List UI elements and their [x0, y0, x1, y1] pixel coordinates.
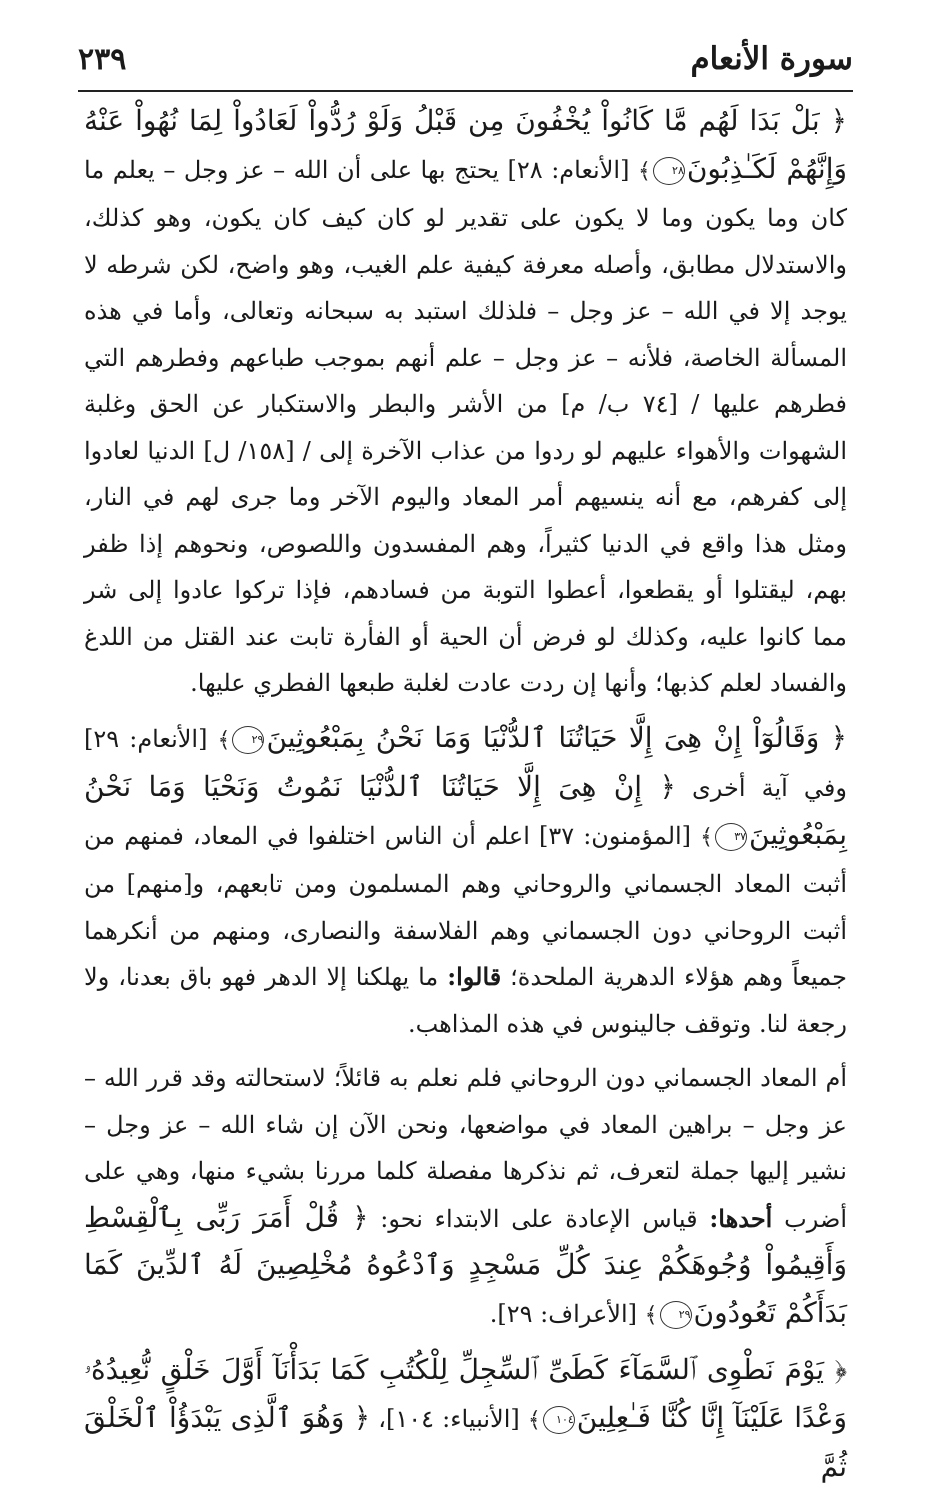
quran-verse: ﴿ بَلْ بَدَا لَهُم مَّا كَانُواْ يُخْفُونَ مِن قَبْلُ وَلَوْ رُدُّواْ لَعَادُواْ لِمَا نُهُواْ عَنْهُ وَإِنَّهُمْ لَكَـٰذِبُونَ — [84, 104, 847, 185]
ayah-number-badge: ٢٩ — [660, 1301, 692, 1329]
ayah-number-badge: ٢٨ — [653, 157, 685, 185]
verse-end-bracket: ﴾ — [217, 727, 231, 753]
paragraph — [84, 98, 847, 707]
quran-verse: ﴿ قُلْ أَمَرَ رَبِّى بِٱلْقِسْطِ وَأَقِيمُواْ وُجُوهَكُمْ عِندَ كُلِّ مَسْجِدٍ وَٱدْعُوهُ مُخْلِصِينَ لَهُ ٱلدِّينَ كَمَا بَدَأَكُمْ تَعُودُونَ — [84, 1200, 847, 1329]
verse-end-bracket: ﴾ — [637, 158, 651, 184]
bold-term: قالوا: — [447, 962, 502, 991]
paragraph — [84, 1347, 847, 1492]
surah-title: سورة الأنعام — [690, 41, 853, 77]
page-header — [78, 28, 853, 92]
bold-term: أحدها: — [709, 1203, 773, 1233]
ayah-number-badge: ١٠٤ — [543, 1406, 575, 1434]
commentary-text: أم المعاد الجسماني دون الروحاني فلم نعلم به قائلاً؛ لاستحالته وقد قرر الله – عز وجل – براهين المعاد في مواضعها، ونحن الآن إن شاء الله – عز وجل – نشير إليها جملة لتعرف، ثم نذكرها مفصلة كلما مررنا بشيء منها، وهي على أضرب — [84, 1064, 848, 1233]
commentary-text: [الأنبياء: ١٠٤]، — [370, 1404, 528, 1433]
ayah-number-badge: ٢٩ — [232, 726, 264, 754]
quran-verse: ﴿ يَوْمَ نَطْوِى ٱلسَّمَآءَ كَطَىِّ ٱلسِّجِلِّ لِلْكُتُبِ كَمَا بَدَأْنَآ أَوَّلَ خَلْقٍ نُّعِيدُهُۥ وَعْدًا عَلَيْنَآ إِنَّا كُنَّا فَـٰعِلِينَ — [84, 1353, 847, 1434]
quran-verse: ﴿ وَقَالُوٓاْ إِنْ هِىَ إِلَّا حَيَاتُنَا ٱلدُّنْيَا وَمَا نَحْنُ بِمَبْعُوثِينَ — [266, 720, 848, 754]
verse-end-bracket: ﴾ — [527, 1407, 541, 1433]
quran-verse: ﴿ إِنْ هِىَ إِلَّا حَيَاتُنَا ٱلدُّنْيَا نَمُوتُ وَنَحْيَا وَمَا نَحْنُ بِمَبْعُوثِينَ — [84, 770, 847, 851]
ayah-number-badge: ٣٧ — [715, 823, 747, 851]
commentary-text: ما يهلكنا إلا الدهر فهو باق بعدنا، ولا رجعة لنا. وتوقف جالينوس في هذه المذاهب. — [84, 963, 847, 1038]
commentary-text: قياس الإعادة على الابتداء نحو: — [368, 1204, 710, 1233]
paragraph — [84, 715, 847, 1048]
paragraph — [84, 1055, 847, 1339]
quran-verse: ﴿ وَهُوَ ٱلَّذِى يَبْدَؤُاْ ٱلْخَلْقَ ثُمَّ — [84, 1400, 847, 1483]
page-number: ٢٣٩ — [78, 41, 127, 77]
page-body — [84, 98, 847, 1500]
commentary-text: [الأنعام: ٢٨] يحتج بها على أن الله – عز وجل – يعلم ما كان وما يكون وما لا يكون على تقدير لو كان كيف كان يكون، وهو كذلك، والاستدلال مطابق، وأصله معرفة كيفية علم الغيب، وهو واضح، لكن شرطه لا يوجد إلا في الله – عز وجل – فلذلك استبد به سبحانه وتعالى، وأما في هذه المسألة الخاصة، فلأنه – عز وجل – علم أنهم بموجب طباعهم وفطرهم التي فطرهم عليها / [٧٤ ب/ م] من الأشر والبطر والاستكبار عن الحق وغلبة الشهوات والأهواء عليهم لو ردوا من عذاب الآخرة إلى / [١٥٨/ ل] الدنيا لعادوا إلى كفرهم، مع أنه ينسيهم أمر المعاد واليوم الآخر وما جرى لهم في النار، ومثل هذا واقع في الدنيا كثيراً، وهم المفسدون واللصوص، ونحوهم إذا ظفر بهم، ليقتلوا أو يقطعوا، أعطوا التوبة من فسادهم، فإذا تركوا عادوا إلى شر مما كانوا عليه، وكذلك لو فرض أن الحية أو الفأرة تابت عند القتل من اللدغ والفساد لعلم كذبها؛ وأنها إن ردت عادت لغلبة طبعها الفطري عليها. — [84, 155, 848, 697]
commentary-text: [الأعراف: ٢٩]. — [489, 1299, 645, 1328]
verse-end-bracket: ﴾ — [644, 1302, 658, 1328]
verse-end-bracket: ﴾ — [700, 824, 714, 850]
commentary-text: [الأنعام: ٢٩] وفي آية أخرى — [84, 724, 847, 802]
commentary-text: [المؤمنون: ٣٧] اعلم أن الناس اختلفوا في المعاد، فمنهم من أثبت المعاد الجسماني والروحاني وهم المسلمون ومن تابعهم، و[منهم] من أثبت الروحاني دون الجسماني وهم الفلاسفة والنصارى، ومنهم من أنكرهما جميعاً وهم هؤلاء الدهرية الملحدة؛ — [84, 821, 847, 991]
